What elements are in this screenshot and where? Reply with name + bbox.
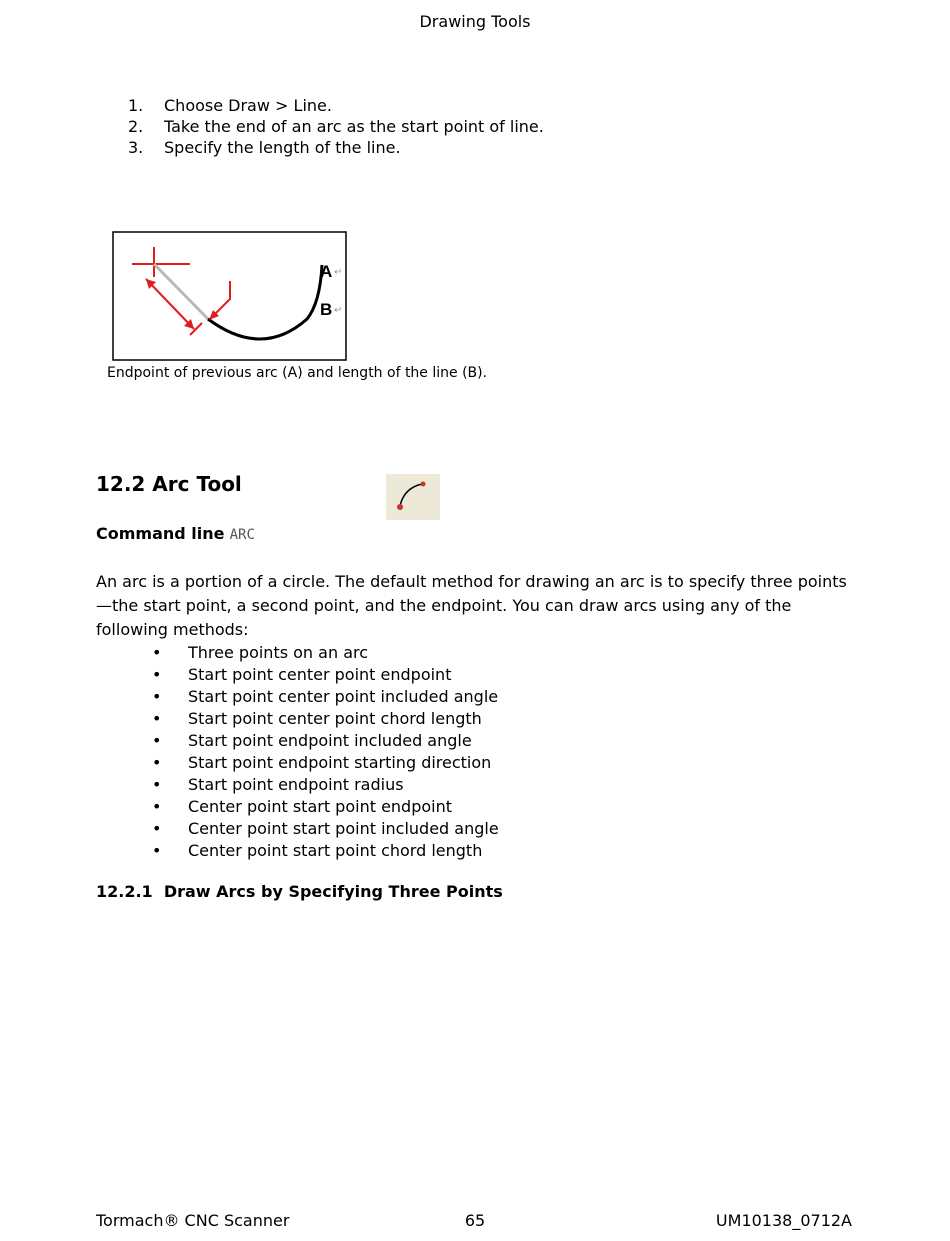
list-item [152, 686, 499, 708]
step-item [128, 137, 544, 158]
footer-document-id: UM10138_0712A [715, 1211, 852, 1230]
step-item [128, 95, 544, 116]
bullet-icon: • [152, 797, 162, 816]
list-item [152, 708, 499, 730]
return-mark-icon: ↵ [334, 267, 343, 278]
bullet-icon: • [152, 665, 162, 684]
arc-line-figure [112, 231, 350, 363]
list-item [152, 796, 499, 818]
step-item [128, 116, 544, 137]
method-text: Start point endpoint radius [188, 775, 404, 794]
step-text: Take the end of an arc as the start point of line. [164, 117, 544, 136]
figure-caption: Endpoint of previous arc (A) and length of the line (B). [107, 365, 488, 381]
label-b: B [320, 300, 333, 319]
list-item [152, 664, 499, 686]
method-text: Start point center point included angle [188, 687, 499, 706]
list-item [152, 840, 499, 862]
subsection-title: 12.2.1 Draw Arcs by Specifying Three Points [96, 882, 503, 901]
method-text: Center point start point endpoint [188, 797, 453, 816]
methods-list [152, 642, 499, 862]
footer-product-name: Tormach® CNC Scanner [96, 1211, 290, 1230]
list-item [152, 730, 499, 752]
steps-list [128, 95, 544, 158]
command-line [96, 524, 255, 543]
command-line-label: Command line [96, 524, 225, 543]
list-item [152, 818, 499, 840]
method-text: Start point center point endpoint [188, 665, 452, 684]
method-text: Start point endpoint starting direction [188, 753, 492, 772]
method-text: Start point endpoint included angle [188, 731, 472, 750]
bullet-icon: • [152, 709, 162, 728]
method-text: Center point start point included angle [188, 819, 499, 838]
step-text: Choose Draw > Line. [164, 96, 332, 115]
bullet-icon: • [152, 643, 162, 662]
return-mark-icon: ↵ [334, 305, 343, 316]
command-line-value: ARC [229, 527, 255, 543]
arc-tool-icon [386, 474, 440, 520]
bullet-icon: • [152, 841, 162, 860]
list-item [152, 642, 499, 664]
list-item [152, 752, 499, 774]
page-header-title: Drawing Tools [419, 12, 531, 31]
method-text: Center point start point chord length [188, 841, 483, 860]
method-text: Start point center point chord length [188, 709, 482, 728]
bullet-icon: • [152, 731, 162, 750]
step-number: 2. [128, 117, 144, 136]
bullet-icon: • [152, 819, 162, 838]
step-text: Specify the length of the line. [164, 138, 401, 157]
section-title: 12.2 Arc Tool [96, 472, 242, 496]
bullet-icon: • [152, 687, 162, 706]
method-text: Three points on an arc [188, 643, 369, 662]
step-number: 1. [128, 96, 144, 115]
footer-page-number: 65 [464, 1211, 486, 1230]
label-a: A [320, 262, 333, 281]
list-item [152, 774, 499, 796]
step-number: 3. [128, 138, 144, 157]
bullet-icon: • [152, 753, 162, 772]
bullet-icon: • [152, 775, 162, 794]
intro-paragraph: An arc is a portion of a circle. The default method for drawing an arc is to specify three points—the start point, a second point, and the endpoint. You can draw arcs using any of the following methods: [96, 572, 847, 639]
